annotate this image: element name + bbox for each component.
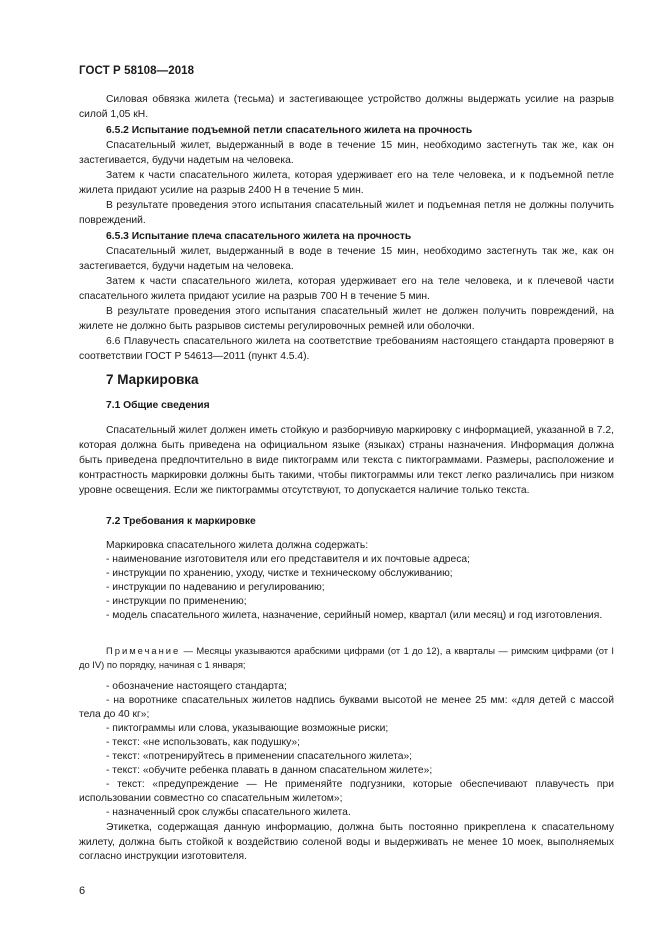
paragraph-7-1: Спасательный жилет должен иметь стойкую и разборчивую маркировку с информацией, указанной в 7.2, которая должна быть приведена на официальном языке (языках) страны назначения. Информация должна быть приведена предпочтительно в виде пиктограмм или текста с пиктограммами. Размеры, расположение и контрастность маркировки должны быть такими, чтобы пиктограммы или текст легко различались при низком уровне освещения. Если же пиктограммы отсутствуют, то допускается наличие только текста. [79, 425, 614, 496]
paragraph-7-2-intro: Маркировка спасательного жилета должна содержать: [106, 540, 369, 551]
page-number: 6 [79, 885, 86, 897]
paragraph-6-5-2-1: Спасательный жилет, выдержанный в воде в течение 15 мин, необходимо застегнуть так же, как он застегивается, будучи надетым на человека. [79, 140, 614, 166]
list-item: - обозначение настоящего стандарта; [106, 681, 287, 692]
section-7-1-title: 7.1 Общие сведения [106, 400, 210, 411]
list-item: - текст: «обучите ребенка плавать в данном спасательном жилете»; [106, 765, 433, 776]
list-item: - на воротнике спасательных жилетов надпись буквами высотой не менее 25 мм: «для детей с массой тела до 40 кг»; [79, 695, 614, 720]
list-item: - инструкции по хранению, уходу, чистке и техническому обслуживанию; [106, 568, 453, 579]
list-item: - пиктограммы или слова, указывающие возможные риски; [106, 723, 389, 734]
list-item: - текст: «потренируйтесь в применении спасательного жилета»; [106, 751, 413, 762]
paragraph-6-5-2-3: В результате проведения этого испытания спасательный жилет и подъемная петля не должны получить повреждений. [79, 200, 614, 226]
paragraph-6-5-3-3: В результате проведения этого испытания спасательный жилет не должен получить повреждений, на жилете не должно быть разрывов системы регулировочных ремней или оболочки. [79, 306, 614, 332]
paragraph-label-requirements: Этикетка, содержащая данную информацию, должна быть постоянно прикреплена к спасательному жилету, должна быть стойкой к воздействию соленой воды и выдерживать не менее 10 моек, выполняемых согласно инструкции изготовителя. [79, 822, 614, 862]
list-item: - наименование изготовителя или его представителя и их почтовые адреса; [106, 554, 470, 565]
list-item: - текст: «не использовать, как подушку»; [106, 737, 300, 748]
section-6-5-2-title: 6.5.2 Испытание подъемной петли спасательного жилета на прочность [106, 125, 473, 136]
list-item: - текст: «предупреждение — Не применяйте подгузники, которые обеспечивают плавучесть при использовании совместно со спасательным жилетом»; [79, 779, 614, 804]
list-item: - назначенный срок службы спасательного жилета. [106, 807, 351, 818]
paragraph-harness-strength: Силовая обвязка жилета (тесьма) и застегивающее устройство должны выдержать усилие на разрыв силой 1,05 кН. [79, 94, 614, 120]
section-7-2-title: 7.2 Требования к маркировке [106, 516, 256, 527]
paragraph-6-5-3-1: Спасательный жилет, выдержанный в воде в течение 15 мин, необходимо застегнуть так же, как он застегивается, будучи надетым на человека. [79, 246, 614, 272]
list-item: - инструкции по надеванию и регулированию; [106, 582, 325, 593]
document-header: ГОСТ Р 58108—2018 [79, 65, 195, 77]
list-item: - инструкции по применению; [106, 596, 247, 607]
paragraph-6-5-3-2: Затем к части спасательного жилета, которая удерживает его на теле человека, и к плечевой части спасательного жилета придают усилие на разрыв 700 Н в течение 5 мин. [79, 276, 614, 302]
section-6-5-3-title: 6.5.3 Испытание плеча спасательного жилета на прочность [106, 231, 412, 242]
list-item: - модель спасательного жилета, назначение, серийный номер, квартал (или месяц) и год изготовления. [106, 610, 603, 621]
note-label: Примечание [106, 645, 181, 656]
paragraph-6-5-2-2: Затем к части спасательного жилета, которая удерживает его на теле человека, и к подъемной петле жилета придают усилие на разрыв 2400 Н в течение 5 мин. [79, 170, 614, 196]
section-7-title: 7 Маркировка [106, 372, 199, 387]
note [79, 644, 614, 672]
note-text: — Месяцы указываются арабскими цифрами (от 1 до 12), а кварталы — римским цифрами (от I до IV) по порядку, начиная с 1 января; [79, 645, 614, 670]
paragraph-6-6: 6.6 Плавучесть спасательного жилета на соответствие требованиям настоящего стандарта проверяют в соответствии ГОСТ Р 54613—2011 (пункт 4.5.4). [79, 336, 614, 362]
